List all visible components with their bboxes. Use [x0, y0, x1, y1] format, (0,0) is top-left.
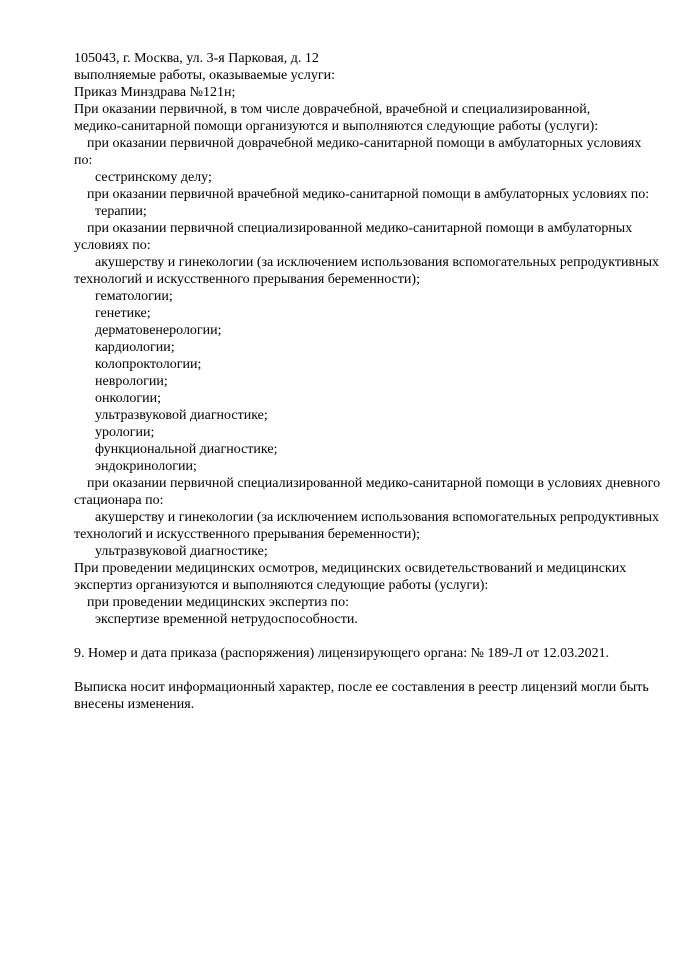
- text-line: При проведении медицинских осмотров, медицинских освидетельствований и медицинских: [74, 561, 627, 576]
- text-line: экспертизе временной нетрудоспособности.: [95, 612, 358, 627]
- text-line: колопроктологии;: [95, 357, 202, 372]
- text-line: 9. Номер и дата приказа (распоряжения) лицензирующего органа: № 189-Л от 12.03.2021.: [74, 646, 610, 661]
- text-line: генетике;: [95, 306, 151, 321]
- text-line: условиях по:: [74, 238, 151, 253]
- blank-line: [0, 628, 680, 645]
- text-line: кардиологии;: [95, 340, 175, 355]
- text-line: при проведении медицинских экспертиз по:: [87, 595, 350, 610]
- text-line: внесены изменения.: [74, 697, 195, 712]
- blank-line: [0, 662, 680, 679]
- text-line: по:: [74, 153, 93, 168]
- text-line: онкологии;: [95, 391, 162, 406]
- text-line: терапии;: [95, 204, 147, 219]
- text-line: урологии;: [95, 425, 155, 440]
- text-line: функциональной диагностике;: [95, 442, 278, 457]
- text-line: Приказ Минздрава №121н;: [74, 85, 236, 100]
- text-line: ультразвуковой диагностике;: [95, 408, 268, 423]
- text-line: акушерству и гинекологии (за исключением использования вспомогательных репродуктивных: [95, 255, 660, 270]
- text-line: выполняемые работы, оказываемые услуги:: [74, 68, 336, 83]
- text-line: неврологии;: [95, 374, 168, 389]
- document-text: [0, 50, 680, 713]
- text-line: 105043, г. Москва, ул. 3-я Парковая, д. 12: [74, 51, 319, 66]
- text-line: стационара по:: [74, 493, 164, 508]
- text-line: гематологии;: [95, 289, 173, 304]
- text-line: сестринскому делу;: [95, 170, 212, 185]
- text-line: экспертиз организуются и выполняются следующие работы (услуги):: [74, 578, 489, 593]
- text-line: эндокринологии;: [95, 459, 197, 474]
- text-line: при оказании первичной врачебной медико-санитарной помощи в амбулаторных условиях по:: [87, 187, 650, 202]
- text-line: При оказании первичной, в том числе доврачебной, врачебной и специализированной,: [74, 102, 591, 117]
- text-line: Выписка носит информационный характер, после ее составления в реестр лицензий могли быть: [74, 680, 649, 695]
- text-line: дерматовенерологии;: [95, 323, 222, 338]
- text-line: при оказании первичной доврачебной медико-санитарной помощи в амбулаторных условиях: [87, 136, 642, 151]
- text-line: технологий и искусственного прерывания беременности);: [74, 527, 420, 542]
- text-line: при оказании первичной специализированной медико-санитарной помощи в амбулаторных: [87, 221, 633, 236]
- text-line: технологий и искусственного прерывания беременности);: [74, 272, 420, 287]
- text-line: медико-санитарной помощи организуются и выполняются следующие работы (услуги):: [74, 119, 599, 134]
- text-line: при оказании первичной специализированной медико-санитарной помощи в условиях дневного: [87, 476, 661, 491]
- text-line: акушерству и гинекологии (за исключением использования вспомогательных репродуктивных: [95, 510, 660, 525]
- text-line: ультразвуковой диагностике;: [95, 544, 268, 559]
